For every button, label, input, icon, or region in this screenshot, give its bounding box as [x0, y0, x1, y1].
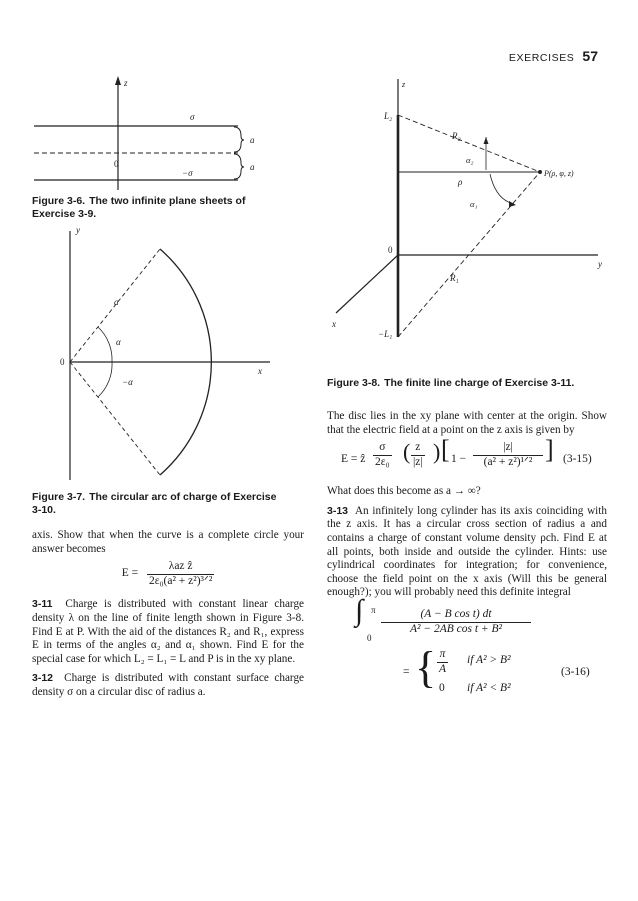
a-label: a	[114, 297, 119, 307]
exercise-3-13	[327, 505, 607, 600]
eq315-sigma-frac	[373, 441, 392, 469]
exercise-text: Charge is distributed with constant linear charge density λ on the line of finite length shown in Figure 3-8. Find E at P. With the aid of the distances R₂ and R₁, express E in terms of the angles α₂ and α₁ shown. Find E for the special case for which L₂ = L₁ = L and P is in the xy plane.	[32, 598, 305, 665]
eq-numerator: λaz ẑ	[147, 560, 214, 575]
eq315-sign-frac	[411, 441, 425, 469]
paragraph-disc: The disc lies in the xy plane with center at the origin. Show that the electric field at a point on the z axis is given by	[327, 410, 607, 436]
caption-text: The finite line charge of Exercise 3-11.	[384, 377, 575, 389]
page-number: 57	[582, 48, 598, 64]
figure-3-7-caption	[32, 491, 287, 517]
z-label: z	[124, 78, 128, 88]
figure-3-6	[30, 72, 280, 194]
eq-fraction	[147, 560, 214, 588]
section-title: EXERCISES	[508, 52, 575, 64]
neg-alpha-label: −α	[122, 377, 133, 387]
case2-value: 0	[439, 681, 445, 694]
z-label: z	[402, 80, 406, 89]
lower-brace	[234, 154, 244, 179]
origin-label: 0	[388, 245, 393, 255]
origin-label: 0	[60, 357, 65, 367]
eq315-2eps: 2ε₀	[375, 455, 390, 468]
point-P	[538, 170, 542, 174]
equation-3-15: E = ẑ $\frac{\sigma}{\text{2ε₀}}$ ( $\frac{z}{|z|}$ ) [ 1 − |z| (a² + z²)¹ᐟ² ] (3-15)	[341, 435, 592, 468]
running-header	[509, 48, 598, 64]
figure-3-8-caption	[327, 377, 607, 390]
case1-den: A	[439, 662, 447, 675]
figure-3-6-caption	[32, 195, 287, 221]
neg-sigma-label: −σ	[182, 168, 193, 178]
alpha1-label: α₁	[470, 199, 478, 209]
eq315-z: z	[411, 441, 425, 456]
equation-circle	[32, 560, 304, 588]
exercise-3-12	[32, 672, 304, 699]
z-arrowhead	[115, 76, 121, 85]
x-axis	[336, 255, 398, 313]
sigma-label: σ	[190, 112, 195, 122]
caption-number: Figure 3-6.	[32, 195, 86, 207]
case1-value	[437, 648, 448, 676]
integrand-den: A² − 2AB cos t + B²	[409, 622, 503, 635]
origin-label: 0	[114, 159, 119, 169]
caption-text: The circular arc of charge of Exercise 3-10.	[32, 491, 277, 516]
eq315-den: (a² + z²)¹ᐟ²	[483, 455, 533, 468]
int-lower-limit: 0	[367, 632, 372, 643]
alpha1-arrowhead	[509, 201, 516, 207]
y-label: y	[598, 259, 602, 269]
neg-alpha-angle-arc	[98, 362, 112, 397]
x-label: x	[332, 319, 336, 329]
caption-text: The two infinite plane sheets of Exercise 3-9.	[32, 195, 246, 220]
alpha-angle-arc	[98, 327, 112, 362]
alpha-label: α	[116, 337, 121, 347]
L2-label: L₂	[384, 111, 393, 121]
caption-number: Figure 3-7.	[32, 491, 86, 503]
paragraph-limit: What does this become as a → ∞?	[327, 485, 481, 498]
lower-radius	[70, 362, 160, 475]
P-label: P(ρ, φ, z)	[544, 169, 574, 178]
caption-number: Figure 3-8.	[327, 377, 381, 389]
eq315-lhs: E = ẑ	[341, 453, 366, 466]
left-column	[32, 529, 304, 700]
equals-sign: =	[403, 665, 410, 678]
rho-label: ρ	[458, 177, 463, 187]
case1-num: π	[437, 648, 448, 663]
integral-sign: ∫	[355, 593, 364, 627]
figure-3-8	[318, 75, 618, 365]
exercise-text: An infinitely long cylinder has its axis coinciding with the z axis. It has a circular cross section of radius a and contains a charge of constant volume density ρch. Find E at all points, both inside and outside the cylinder. Hints: use cylindrical coordinates for integration; for convenience, choose the field point on the x axis (Will this be general enough?); you will probably need this definite integral	[327, 504, 607, 599]
exercise-label: 3-12	[32, 672, 54, 685]
exercise-3-11	[32, 598, 304, 666]
x-label: x	[258, 366, 262, 376]
figure-3-7	[30, 225, 290, 490]
integral-result: = { $\frac{\pi}{A}$ if A² > B² 0 if A² < B² (3-16)	[403, 642, 590, 694]
eq315-one: 1 −	[451, 453, 467, 466]
alpha1-arc	[490, 174, 514, 204]
exercise-text: Charge is distributed with constant surface charge density σ on a circular disc of radius a.	[32, 672, 304, 698]
case2-condition: if A² < B²	[467, 681, 511, 694]
eq315-tag: (3-15)	[563, 453, 592, 466]
eq315-absz: |z|	[413, 455, 423, 468]
y-label: y	[76, 225, 80, 235]
upper-brace	[234, 127, 244, 152]
integrand-frac	[381, 608, 531, 636]
a-bottom-label: a	[250, 162, 255, 172]
exercise-label: 3-13	[327, 504, 349, 517]
integrand-num: (A − B cos t) dt	[381, 608, 531, 623]
eq316-tag: (3-16)	[561, 665, 590, 678]
R2-label: R₂	[452, 131, 461, 141]
int-upper-limit: π	[371, 604, 376, 615]
exercise-label: 3-11	[32, 598, 53, 611]
eq315-sigma: σ	[373, 441, 392, 456]
eq-lhs: E =	[121, 567, 139, 580]
paragraph-circle: axis. Show that when the curve is a complete circle your answer becomes	[32, 529, 304, 555]
right-column	[327, 410, 607, 700]
negL1-label: −L₁	[378, 329, 393, 339]
eq-denominator: 2ε₀(a² + z²)³ᐟ²	[148, 574, 213, 587]
eq315-num: |z|	[473, 441, 543, 456]
case1-condition: if A² > B²	[467, 653, 511, 666]
alpha2-label: α₂	[466, 155, 474, 165]
R1-label: R₁	[450, 273, 459, 283]
a-top-label: a	[250, 135, 255, 145]
definite-integral	[327, 593, 607, 646]
alpha2-arrowhead	[484, 137, 489, 144]
eq315-main-frac	[473, 441, 543, 469]
